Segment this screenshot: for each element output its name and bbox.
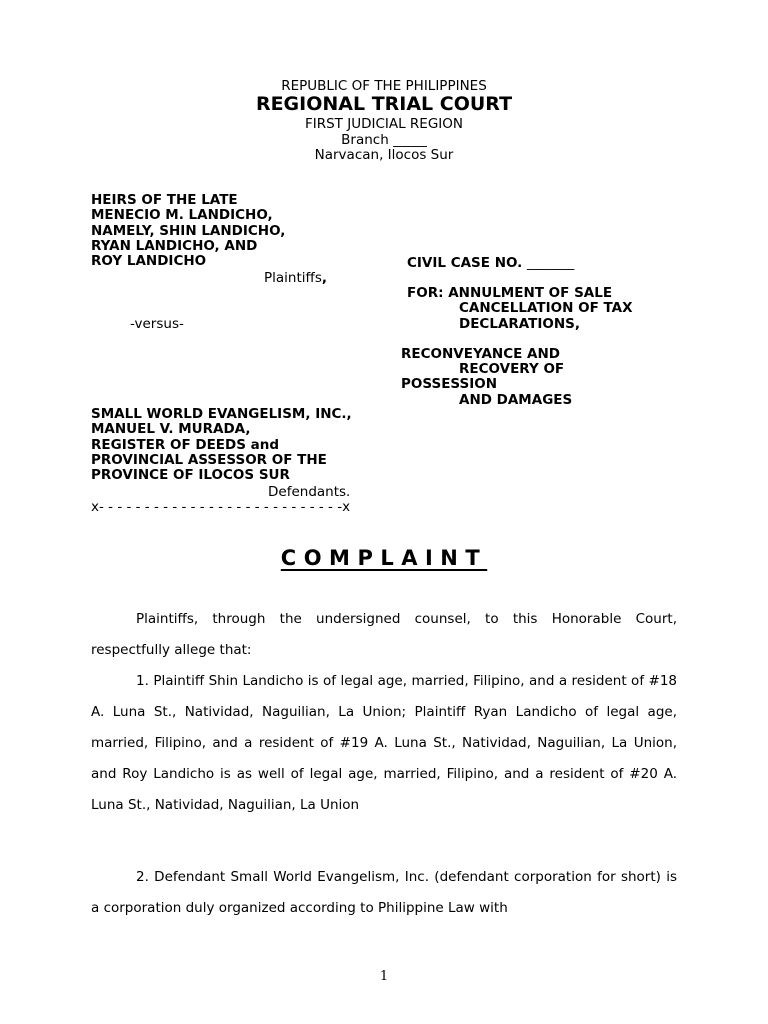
defendants-line: MANUEL V. MURADA,: [91, 421, 251, 438]
header-republic: REPUBLIC OF THE PHILIPPINES: [281, 78, 487, 94]
case-reconveyance-line-1: RECONVEYANCE AND: [401, 346, 560, 362]
plaintiffs-line: MENECIO M. LANDICHO,: [91, 207, 273, 224]
defendants-line: PROVINCIAL ASSESSOR OF THE: [91, 451, 327, 468]
header-judicial-region: FIRST JUDICIAL REGION: [304, 116, 463, 132]
plaintiffs-line: RYAN LANDICHO, AND: [91, 237, 258, 254]
body-paragraph-2: 2. Defendant Small World Evangelism, Inc. (defendant corporation for short) is a corporation duly organized according to Philippine Law with: [91, 869, 677, 916]
defendants-block: [91, 407, 352, 483]
plaintiffs-block: [91, 193, 285, 269]
header-branch: Branch _____: [341, 132, 427, 148]
plaintiffs-role-label: Plaintiffs: [264, 270, 322, 286]
defendants-line: SMALL WORLD EVANGELISM, INC.,: [91, 406, 352, 422]
civil-case-number-blank: _______: [527, 255, 575, 271]
document-title-text: COMPLAINT: [280, 546, 488, 570]
defendants-line: PROVINCE OF ILOCOS SUR: [91, 467, 290, 484]
civil-case-number-label: CIVIL CASE NO.: [407, 255, 523, 271]
plaintiffs-line: ROY LANDICHO: [91, 253, 207, 270]
case-for-line-2: CANCELLATION OF TAX: [459, 300, 633, 316]
document-title: [0, 546, 768, 570]
defendants-role: Defendants.: [268, 484, 351, 500]
plaintiffs-line: NAMELY, SHIN LANDICHO,: [91, 222, 286, 239]
plaintiffs-role: [264, 270, 327, 286]
defendants-line: REGISTER OF DEEDS and: [91, 436, 280, 453]
case-for-line-3: DECLARATIONS,: [459, 316, 581, 332]
caption-separator: x- - - - - - - - - - - - - - - - - - - - - - - - - - -x: [91, 499, 351, 515]
plaintiffs-line: HEIRS OF THE LATE: [91, 192, 238, 208]
body-paragraph-intro: Plaintiffs, through the undersigned counsel, to this Honorable Court, respectfully allege that:: [91, 611, 677, 658]
versus-label: -versus-: [130, 316, 184, 332]
case-reconveyance-line-3: POSSESSION: [401, 376, 498, 392]
header-location: Narvacan, Ilocos Sur: [314, 147, 454, 163]
case-reconveyance-line-4: AND DAMAGES: [459, 392, 573, 408]
body-paragraph-1: 1. Plaintiff Shin Landicho is of legal age, married, Filipino, and a resident of #18 A. Luna St., Natividad, Naguilian, La Union; Plaintiff Ryan Landicho of legal age, married, Filipino, and a resident of #19 A. Luna St., Natividad, Naguilian, La Union, and Roy Landicho is as well of legal age, married, Filipino, and a resident of #20 A. Luna St., Natividad, Naguilian, La Union: [91, 673, 677, 813]
page-number: 1: [379, 969, 389, 984]
plaintiffs-role-comma: ,: [321, 270, 327, 286]
civil-case-number: [407, 255, 574, 271]
header-court-name: REGIONAL TRIAL COURT: [255, 93, 513, 115]
case-for-line-1: FOR: ANNULMENT OF SALE: [407, 285, 613, 301]
case-reconveyance-line-2: RECOVERY OF: [459, 361, 565, 377]
